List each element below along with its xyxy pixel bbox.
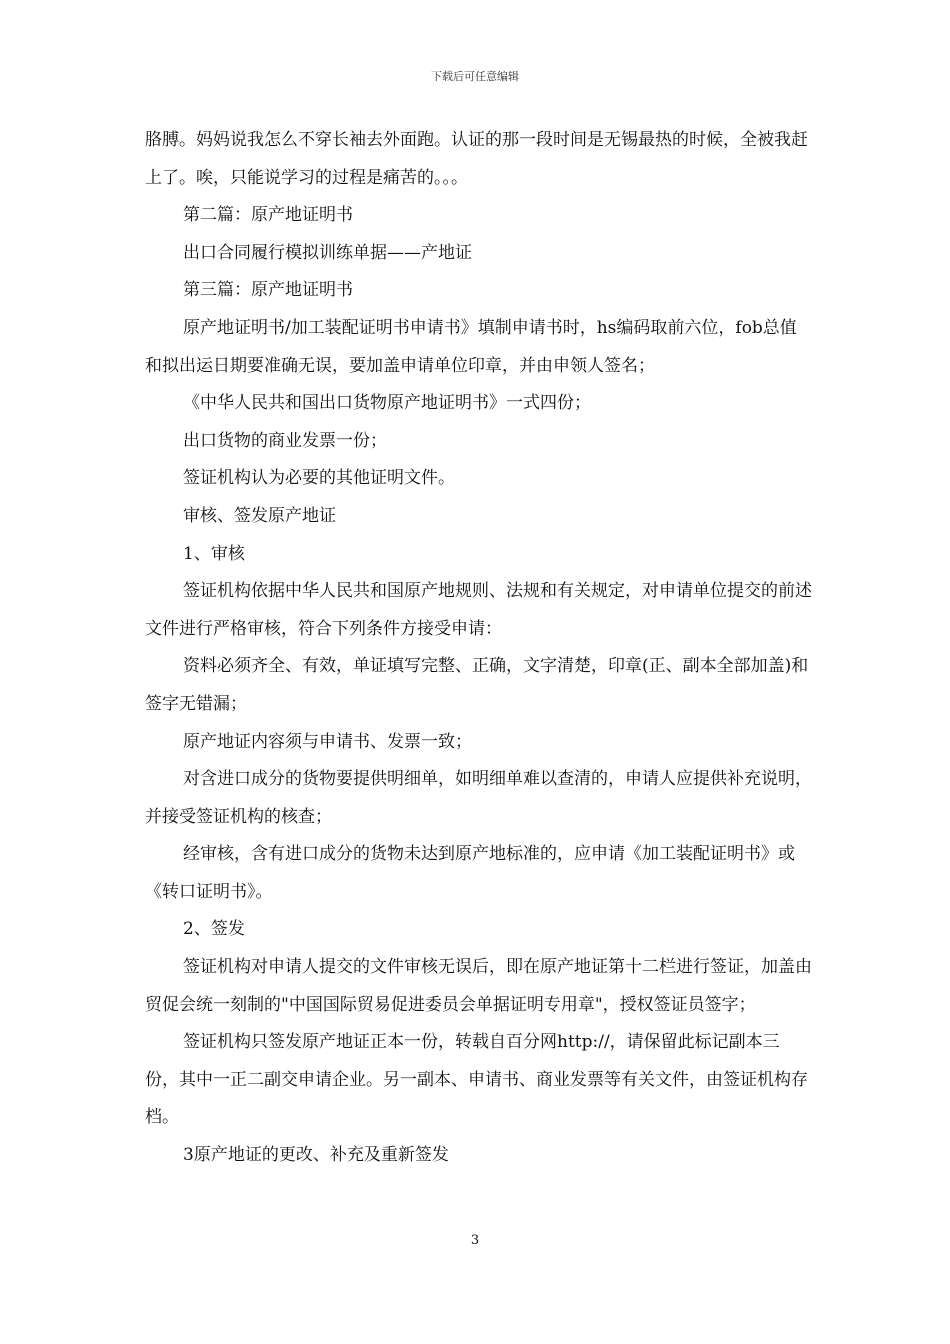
section-title: 第二篇：原产地证明书 — [183, 205, 353, 226]
paragraph: 《中华人民共和国出口货物原产地证明书》一式四份； — [183, 393, 591, 414]
document-body — [145, 122, 813, 1175]
paragraph: 签证机构只签发原产地证正本一份，转载自百分网http://，请保留此标记副本三份，其中一正二副交申请企业。另一副本、申请书、商业发票等有关文件，由签证机构存档。 — [145, 1032, 808, 1128]
paragraph: 原产地证内容须与申请书、发票一致； — [183, 731, 472, 752]
subsection-title: 3原产地证的更改、补充及重新签发 — [183, 1145, 449, 1166]
paragraph: 胳膊。妈妈说我怎么不穿长袖去外面跑。认证的那一段时间是无锡最热的时候，全被我赶上了。唉，只能说学习的过程是痛苦的。。。 — [145, 130, 808, 188]
paragraph: 资料必须齐全、有效，单证填写完整、正确，文字清楚，印章(正、副本全部加盖)和签字无错漏； — [145, 656, 809, 714]
section-title: 第三篇：原产地证明书 — [183, 280, 353, 301]
paragraph: 出口货物的商业发票一份； — [183, 430, 387, 451]
subsection-title: 2、签发 — [183, 919, 245, 940]
page-header: 下载后可任意编辑 — [431, 70, 519, 83]
paragraph: 签证机构对申请人提交的文件审核无误后，即在原产地证第十二栏进行签证，加盖由贸促会统一刻制的"中国国际贸易促进委员会单据证明专用章"，授权签证员签字； — [145, 957, 812, 1015]
paragraph: 签证机构认为必要的其他证明文件。 — [183, 468, 455, 489]
subsection-title: 审核、签发原产地证 — [183, 505, 336, 526]
paragraph: 原产地证明书/加工装配证明书申请书》填制申请书时，hs编码取前六位，fob总值和拟出运日期要准确无误，要加盖申请单位印章，并由申领人签名； — [145, 317, 797, 376]
subsection-title: 1、审核 — [183, 543, 245, 564]
paragraph: 签证机构依据中华人民共和国原产地规则、法规和有关规定，对申请单位提交的前述文件进行严格审核，符合下列条件方接受申请： — [145, 581, 812, 639]
page-number: 3 — [470, 1233, 480, 1248]
paragraph: 经审核，含有进口成分的货物未达到原产地标准的，应申请《加工装配证明书》或《转口证明书》。 — [145, 844, 795, 902]
paragraph: 对含进口成分的货物要提供明细单，如明细单难以查清的，申请人应提供补充说明，并接受签证机构的核查； — [145, 769, 812, 827]
paragraph: 出口合同履行模拟训练单据——产地证 — [183, 242, 472, 263]
